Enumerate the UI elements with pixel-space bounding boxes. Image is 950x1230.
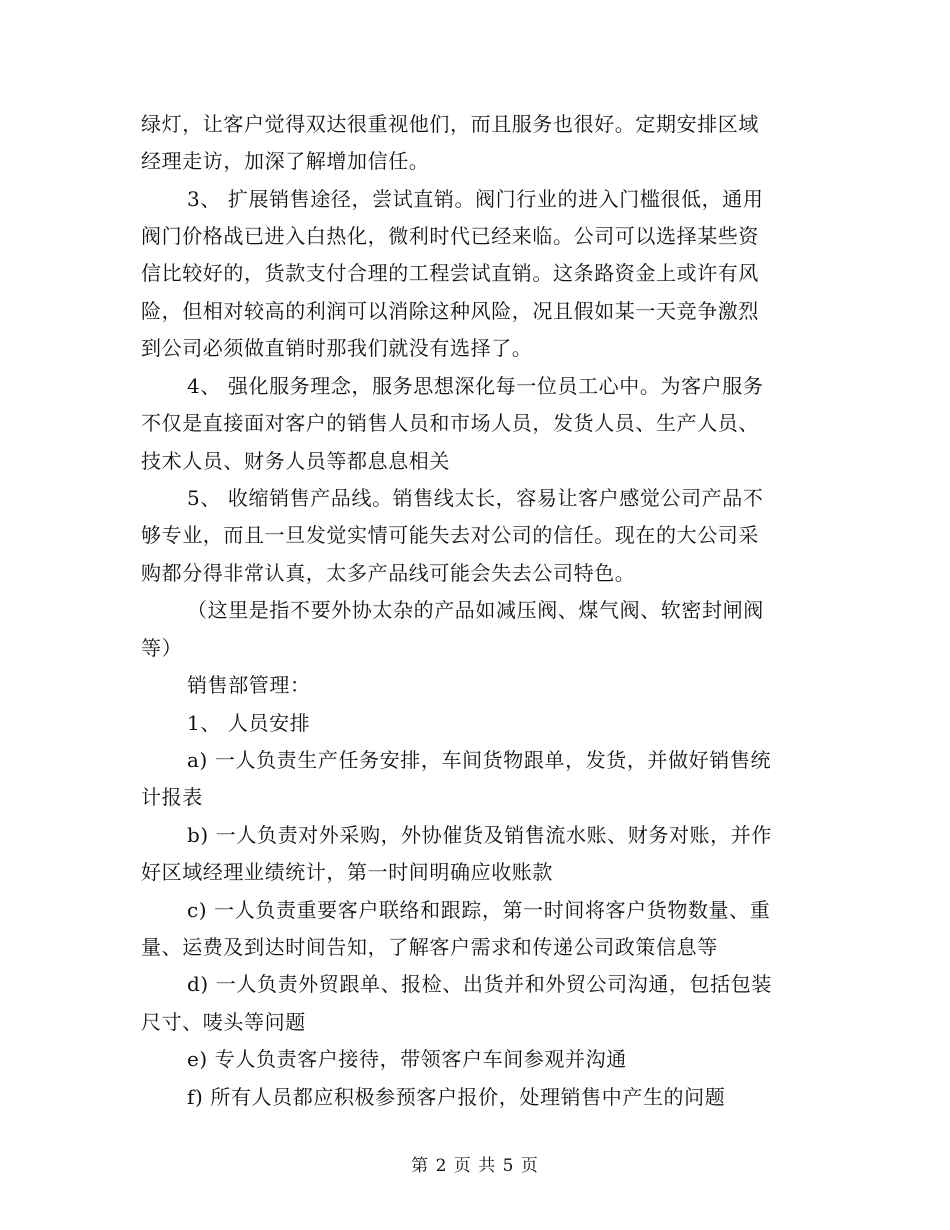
paragraph-line: 经理走访，加深了解增加信任。 — [141, 149, 430, 173]
section-heading: 销售部管理： — [187, 673, 311, 697]
paragraph-line: 购都分得非常认真，太多产品线可能会失去公司特色。 — [141, 561, 636, 585]
paragraph-line: （这里是指不要外协太杂的产品如减压阀、煤气阀、软密封闸阀 — [187, 598, 764, 622]
paragraph-line: 不仅是直接面对客户的销售人员和市场人员，发货人员、生产人员、 — [141, 411, 759, 435]
paragraph-line: 技术人员、财务人员等都息息相关 — [141, 449, 450, 473]
paragraph-line: 3、 扩展销售途径，尝试直销。阀门行业的进入门槛很低，通用 — [187, 187, 764, 211]
list-item: b) 一人负责对外采购，外协催货及销售流水账、财务对账，并作 — [187, 823, 772, 847]
list-item: e) 专人负责客户接待，带领客户车间参观并沟通 — [187, 1047, 627, 1071]
paragraph-line: 5、 收缩销售产品线。销售线太长，容易让客户感觉公司产品不 — [187, 486, 764, 510]
list-item: f) 所有人员都应积极参预客户报价，处理销售中产生的问题 — [187, 1085, 726, 1109]
page-number-footer: 第 2 页 共 5 页 — [411, 1156, 539, 1176]
list-item-continuation: 计报表 — [141, 785, 203, 809]
list-item: d) 一人负责外贸跟单、报检、出货并和外贸公司沟通，包括包装 — [187, 972, 772, 996]
paragraph-line: 阀门价格战已进入白热化，微利时代已经来临。公司可以选择某些资 — [141, 224, 759, 248]
list-item-continuation: 量、运费及到达时间告知，了解客户需求和传递公司政策信息等 — [141, 935, 718, 959]
paragraph-line: 到公司必须做直销时那我们就没有选择了。 — [141, 336, 533, 360]
list-item-continuation: 好区域经理业绩统计，第一时间明确应收账款 — [141, 860, 553, 884]
list-item: a) 一人负责生产任务安排，车间货物跟单，发货，并做好销售统 — [187, 748, 772, 772]
subsection-heading: 1、 人员安排 — [187, 711, 311, 735]
list-item-continuation: 尺寸、唛头等问题 — [141, 1010, 306, 1034]
paragraph-line: 险，但相对较高的利润可以消除这种风险，况且假如某一天竞争激烈 — [141, 299, 759, 323]
paragraph-line: 等） — [141, 636, 183, 660]
paragraph-line: 信比较好的，货款支付合理的工程尝试直销。这条路资金上或许有风 — [141, 261, 759, 285]
list-item: c) 一人负责重要客户联络和跟踪，第一时间将客户货物数量、重 — [187, 898, 771, 922]
paragraph-line: 4、 强化服务理念，服务思想深化每一位员工心中。为客户服务 — [187, 374, 764, 398]
paragraph-line: 绿灯，让客户觉得双达很重视他们，而且服务也很好。定期安排区域 — [141, 112, 759, 136]
paragraph-line: 够专业，而且一旦发觉实情可能失去对公司的信任。现在的大公司采 — [141, 523, 759, 547]
